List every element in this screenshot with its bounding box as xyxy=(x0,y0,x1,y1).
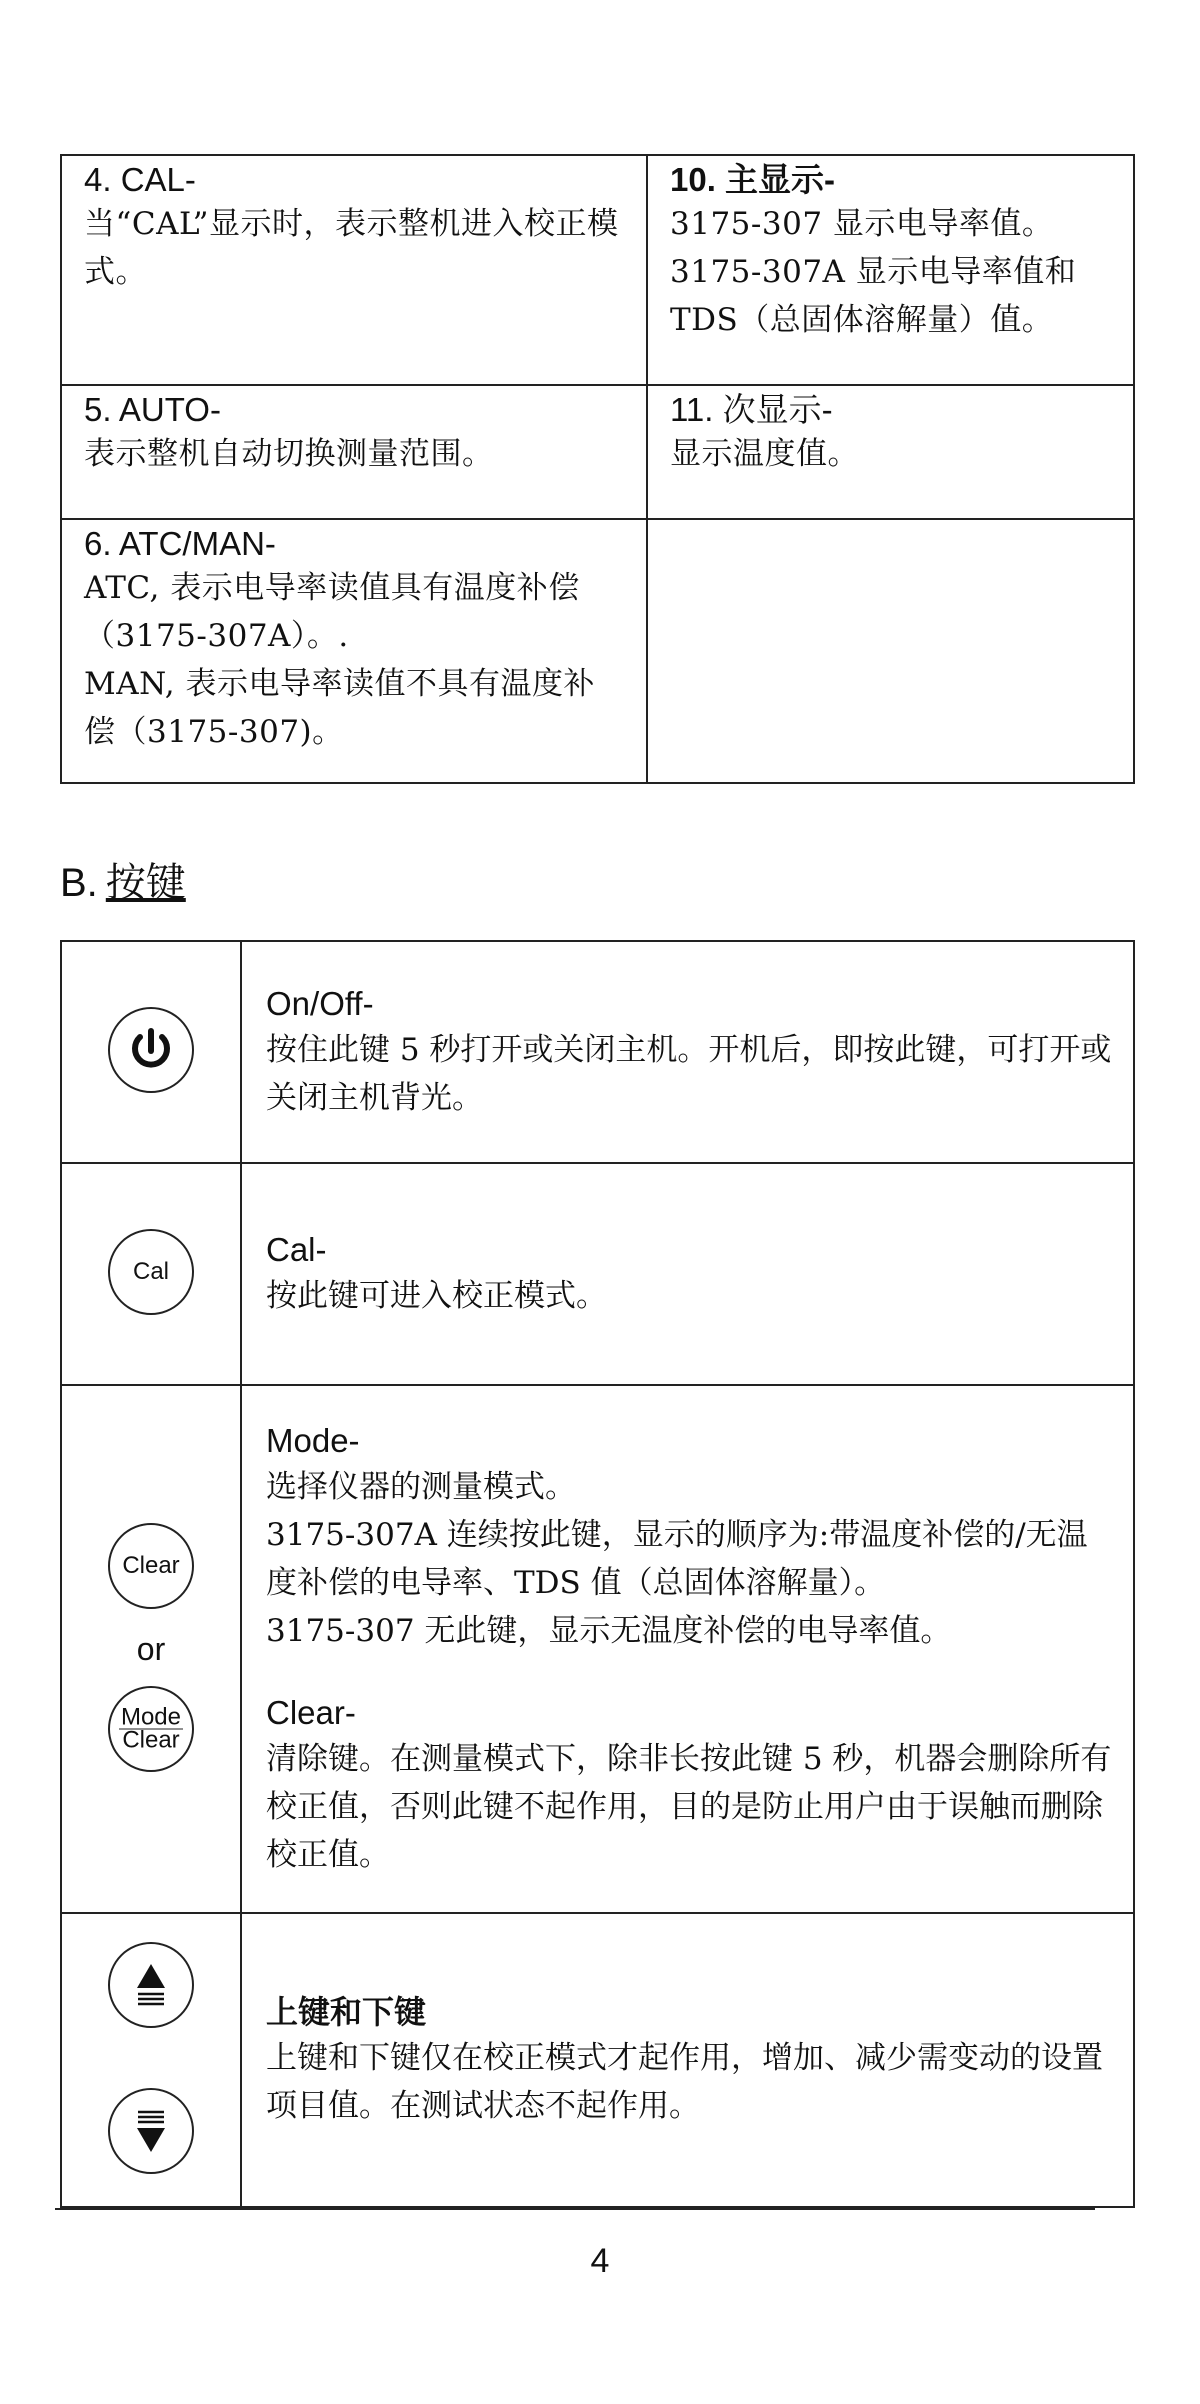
cal-desc-cell xyxy=(241,1163,1134,1385)
onoff-desc-cell xyxy=(241,941,1134,1163)
page-number: 4 xyxy=(590,2242,610,2280)
updown-desc-cell xyxy=(241,1913,1134,2207)
footer-divider xyxy=(55,2208,1095,2210)
item-cal-title: 4. CAL- xyxy=(84,161,196,198)
item-sub-display-text: 显示温度值。 xyxy=(670,436,859,472)
cal-text: 按此键可进入校正模式。 xyxy=(266,1278,607,1314)
mode-button-top-label: Mode xyxy=(120,1703,182,1730)
clear-button-label: Clear xyxy=(122,1551,180,1579)
item-atc-man-cell xyxy=(61,519,647,783)
item-main-display-title: 10. 主显示- xyxy=(670,161,836,198)
mode-title: Mode- xyxy=(266,1422,360,1459)
up-button-icon xyxy=(108,1942,194,2028)
clear-text: 清除键。在测量模式下，除非长按此键 5 秒，机器会删除所有校正值，否则此键不起作用，目的是防止用户由于误触而删除校正值。 xyxy=(266,1741,1112,1873)
item-auto-title: 5. AUTO- xyxy=(84,391,221,428)
or-label: or xyxy=(136,1630,166,1667)
cal-button-icon xyxy=(108,1229,194,1315)
onoff-text: 按住此键 5 秒打开或关闭主机。开机后，即按此键，可打开或关闭主机背光。 xyxy=(266,1032,1112,1116)
item-main-display-line: 3175-307A 显示电导率值和TDS（总固体溶解量）值。 xyxy=(670,254,1077,338)
item-cal-text: 当“CAL”显示时，表示整机进入校正模式。 xyxy=(84,206,619,290)
clear-button-icon xyxy=(108,1523,194,1609)
updown-icon-cell xyxy=(61,1913,241,2207)
mode-line: 3175-307A 连续按此键，显示的顺序为:带温度补偿的/无温度补偿的电导率、TDS 值（总固体溶解量）。 xyxy=(266,1517,1088,1601)
updown-text: 上键和下键仅在校正模式才起作用，增加、减少需变动的设置项目值。在测试状态不起作用。 xyxy=(266,2040,1103,2124)
mode-button-bottom-label: Clear xyxy=(122,1726,180,1753)
item-atc-line: ATC, 表示电导率读值具有温度补偿（3175-307A）。. xyxy=(84,570,580,654)
empty-cell xyxy=(647,519,1134,783)
display-items-table xyxy=(60,154,1135,784)
item-cal-cell xyxy=(61,155,647,385)
power-button-icon xyxy=(108,1007,194,1093)
section-heading xyxy=(60,858,186,908)
cal-title: Cal- xyxy=(266,1231,327,1268)
item-man-line: MAN, 表示电导率读值不具有温度补偿（3175-307)。 xyxy=(84,666,595,750)
onoff-title: On/Off- xyxy=(266,985,374,1022)
cal-icon-cell xyxy=(61,1163,241,1385)
item-auto-text: 表示整机自动切换测量范围。 xyxy=(84,436,494,472)
section-title: 按键 xyxy=(105,860,186,906)
item-main-display-cell xyxy=(647,155,1134,385)
item-auto-cell xyxy=(61,385,647,519)
onoff-icon-cell xyxy=(61,941,241,1163)
clear-title: Clear- xyxy=(266,1694,356,1731)
item-sub-display-title: 11. 次显示- xyxy=(670,391,833,428)
item-main-display-line: 3175-307 显示电导率值。 xyxy=(670,206,1054,242)
item-atc-man-title: 6. ATC/MAN- xyxy=(84,525,276,562)
mode-line: 选择仪器的测量模式。 xyxy=(266,1469,576,1505)
mode-desc-cell xyxy=(241,1385,1134,1913)
mode-line: 3175-307 无此键，显示无温度补偿的电导率值。 xyxy=(266,1613,952,1649)
down-button-icon xyxy=(108,2088,194,2174)
item-sub-display-cell xyxy=(647,385,1134,519)
cal-button-label: Cal xyxy=(132,1258,169,1285)
updown-title: 上键和下键 xyxy=(266,1993,427,2031)
keys-table xyxy=(60,940,1135,2208)
mode-icon-cell xyxy=(61,1385,241,1913)
mode-clear-button-icon xyxy=(108,1686,194,1772)
section-letter: B. xyxy=(60,861,98,905)
